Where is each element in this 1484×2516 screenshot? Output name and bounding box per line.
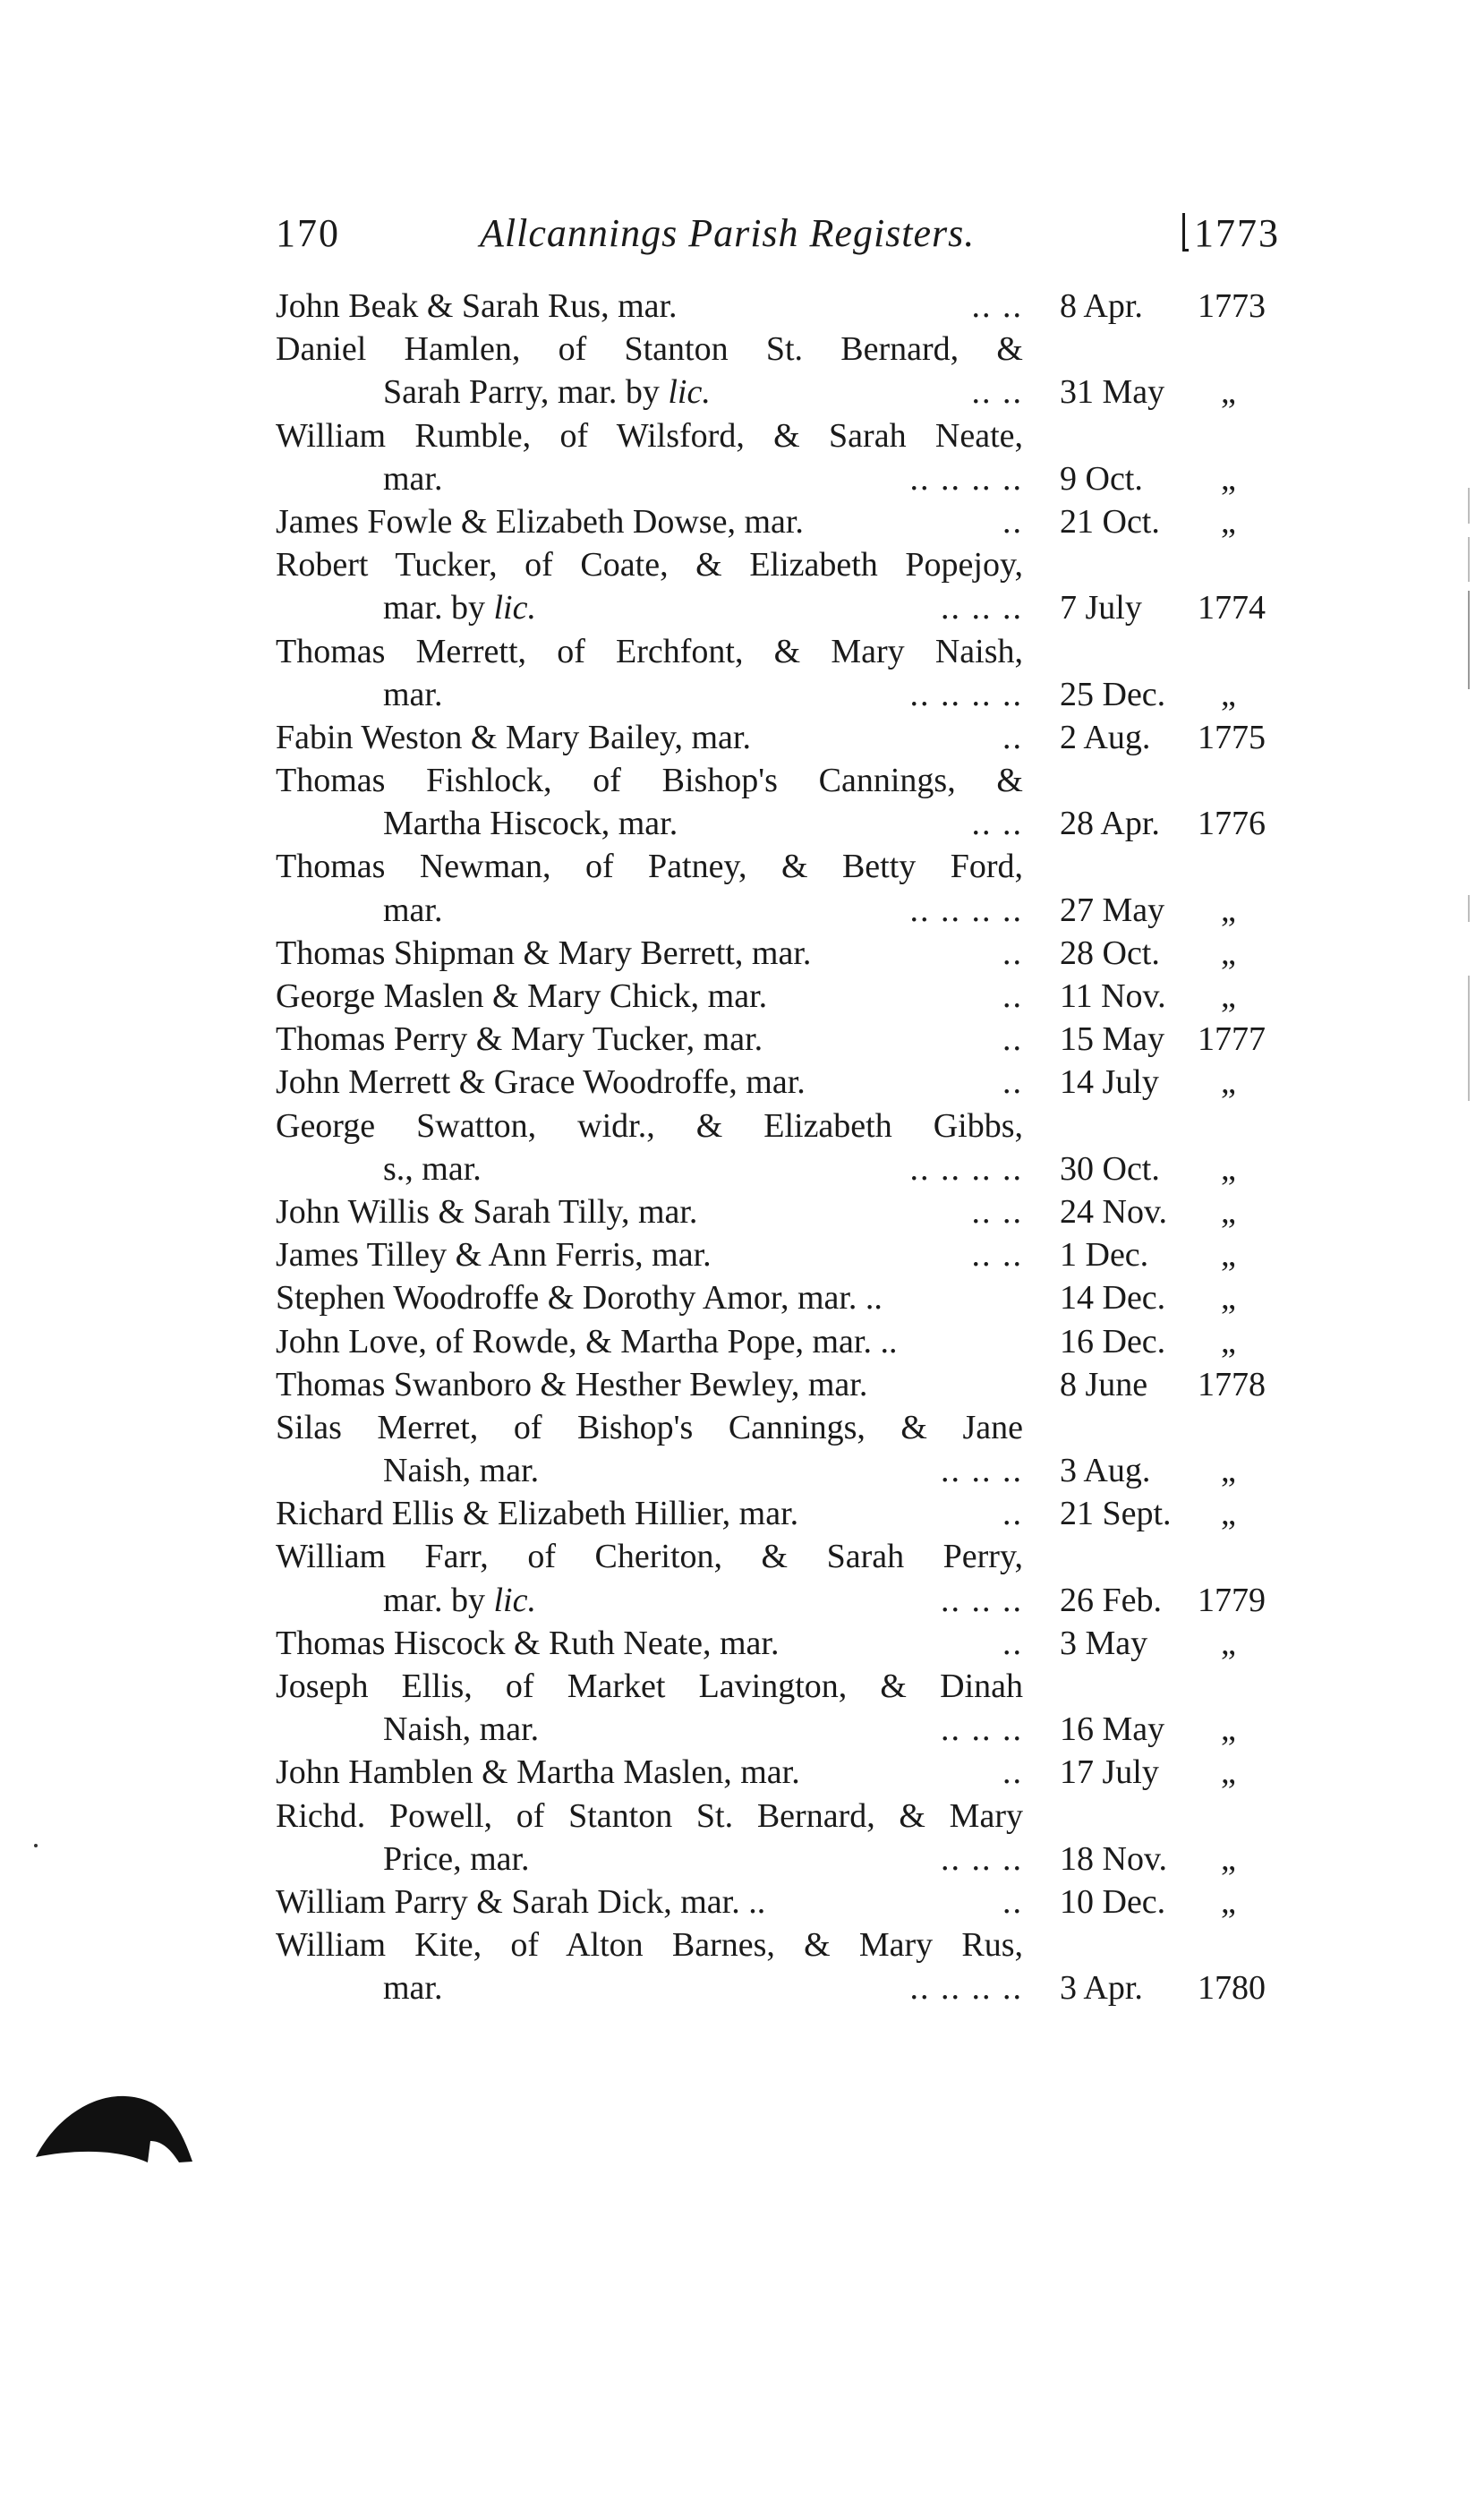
entry-names: Joseph Ellis, of Market Lavington, & Dinah [276, 1667, 1023, 1705]
register-line [276, 1320, 1280, 1363]
leader-dots: .. [1002, 1882, 1023, 1921]
register-line [276, 932, 1280, 975]
entry-names: John Hamblen & Martha Maslen, mar. [276, 1753, 800, 1792]
leader-dots: .. .. .. [941, 589, 1023, 627]
marriage-year: „ [1221, 1149, 1236, 1188]
leader-dots: .. [1002, 1020, 1023, 1059]
register-line [276, 371, 1280, 414]
margin-scratch [1468, 895, 1470, 922]
marriage-year: 1775 [1198, 718, 1266, 756]
register-line [276, 1061, 1280, 1104]
leader-dots: .. .. [971, 373, 1023, 412]
stray-mark [34, 1844, 38, 1847]
entry-names: John Beak & Sarah Rus, mar. [276, 287, 678, 325]
marriage-year: „ [1221, 977, 1236, 1015]
register-line [276, 1276, 1280, 1319]
marriage-date: 21 Oct. [1060, 502, 1160, 541]
marriage-date: 3 Apr. [1060, 1969, 1143, 2008]
marriage-year: „ [1221, 1452, 1236, 1490]
entry-names: Thomas Hiscock & Ruth Neate, mar. [276, 1624, 780, 1662]
leader-dots: .. .. .. [941, 1710, 1023, 1749]
register-line [276, 1708, 1280, 1751]
page-number: 170 [276, 211, 340, 255]
register-line [276, 845, 1280, 888]
leader-dots: .. .. [971, 287, 1023, 325]
entry-text [276, 1665, 1023, 1708]
marriage-year: „ [1221, 891, 1236, 929]
register-line [276, 630, 1280, 673]
register-line [276, 586, 1280, 629]
entry-names: James Tilley & Ann Ferris, mar. [276, 1236, 712, 1275]
marriage-year: „ [1221, 502, 1236, 541]
leader-dots: .. [1002, 502, 1023, 541]
marriage-date: 21 Sept. [1060, 1495, 1172, 1533]
entry-names: William Farr, of Cheriton, & Sarah Perry, [276, 1538, 1023, 1576]
margin-scratch [1468, 591, 1470, 689]
leader-dots: .. [1002, 1624, 1023, 1662]
entry-text [276, 1104, 1023, 1147]
leader-dots: .. [1002, 1495, 1023, 1533]
entry-text [276, 630, 1023, 673]
entry-names: James Fowle & Elizabeth Dowse, mar. [276, 502, 804, 541]
entry-names: William Parry & Sarah Dick, mar. .. [276, 1882, 766, 1921]
marriage-year: 1773 [1198, 287, 1266, 325]
marriage-date: 16 Dec. [1060, 1322, 1166, 1360]
leader-dots: .. .. .. [941, 1839, 1023, 1878]
marriage-year: „ [1221, 459, 1236, 498]
entry-names: Thomas Swanboro & Hesther Bewley, mar. [276, 1365, 868, 1403]
entry-names: mar. by [383, 1581, 494, 1619]
entry-text [276, 845, 1023, 888]
leader-dots: .. .. [971, 805, 1023, 843]
marriage-date: 16 May [1060, 1710, 1165, 1749]
entry-text [276, 1276, 883, 1319]
entry-names: Thomas Perry & Mary Tucker, mar. [276, 1020, 763, 1059]
entry-text [276, 414, 1023, 457]
register-line [276, 1449, 1280, 1492]
register-line [276, 1881, 1280, 1923]
entry-names: George Maslen & Mary Chick, mar. [276, 977, 768, 1015]
marriage-year: „ [1221, 1192, 1236, 1231]
register-line [276, 1104, 1280, 1147]
entry-names: Naish, mar. [383, 1710, 540, 1749]
leader-dots: .. [1002, 718, 1023, 756]
register-line [276, 457, 1280, 500]
register-line [276, 1923, 1280, 1966]
entry-names: John Merrett & Grace Woodroffe, mar. [276, 1063, 806, 1102]
entry-names: Richd. Powell, of Stanton St. Bernard, & Mary [276, 1796, 1023, 1835]
entry-names: Daniel Hamlen, of Stanton St. Bernard, & [276, 330, 1023, 369]
entry-text [276, 759, 1023, 802]
marriage-year: „ [1221, 675, 1236, 713]
marriage-year: „ [1221, 1624, 1236, 1662]
register-line [276, 1363, 1280, 1406]
entry-text [276, 1406, 1023, 1449]
entry-names: Naish, mar. [383, 1452, 540, 1490]
bracket-mark [1182, 213, 1189, 252]
licence-abbrev: lic. [493, 589, 536, 627]
leader-dots: .. .. .. .. [909, 1149, 1023, 1188]
entry-names: Sarah Parry, mar. by [383, 373, 669, 412]
leader-dots: .. [1002, 1063, 1023, 1102]
marriage-date: 8 June [1060, 1365, 1148, 1403]
marriage-date: 14 July [1060, 1063, 1159, 1102]
register-line [276, 975, 1280, 1018]
register-line [276, 673, 1280, 716]
licence-abbrev: lic. [493, 1581, 536, 1619]
running-header [276, 201, 1280, 264]
entry-names: George Swatton, widr., & Elizabeth Gibbs, [276, 1106, 1023, 1145]
register-line [276, 500, 1280, 543]
leader-dots: .. .. [971, 1192, 1023, 1231]
entry-text [276, 328, 1023, 371]
marriage-year: „ [1221, 1063, 1236, 1102]
marriage-year: „ [1221, 934, 1236, 972]
marriage-year: „ [1221, 1710, 1236, 1749]
entry-names: Thomas Merrett, of Erchfont, & Mary Naish, [276, 632, 1023, 670]
header-year-text: 1773 [1194, 211, 1280, 255]
marriage-year: „ [1221, 1882, 1236, 1921]
register-line [276, 285, 1280, 328]
marriage-year: „ [1221, 1495, 1236, 1533]
margin-scratch [1468, 488, 1470, 524]
entry-text [276, 543, 1023, 586]
leader-dots: .. .. .. .. [909, 891, 1023, 929]
register-line [276, 414, 1280, 457]
leader-dots: .. .. .. [941, 1581, 1023, 1619]
entry-names: mar. by [383, 589, 494, 627]
leader-dots: .. [1002, 1753, 1023, 1792]
entry-text [276, 1363, 867, 1406]
register-line [276, 1406, 1280, 1449]
entry-names: mar. [383, 675, 443, 713]
marriage-date: 15 May [1060, 1020, 1165, 1059]
marriage-date: 2 Aug. [1060, 718, 1151, 756]
entry-names: William Rumble, of Wilsford, & Sarah Neate, [276, 416, 1023, 455]
licence-abbrev: lic. [668, 373, 711, 412]
margin-scratch [1468, 537, 1470, 582]
marriage-date: 10 Dec. [1060, 1882, 1166, 1921]
entry-names: John Willis & Sarah Tilly, mar. [276, 1192, 698, 1231]
leader-dots: .. [1002, 977, 1023, 1015]
marriage-date: 30 Oct. [1060, 1149, 1160, 1188]
entry-names: mar. [383, 1969, 443, 2008]
marriage-date: 11 Nov. [1060, 977, 1166, 1015]
entry-text [276, 1923, 1023, 1966]
marriage-date: 8 Apr. [1060, 287, 1143, 325]
entry-text [276, 1535, 1023, 1578]
marriage-date: 24 Nov. [1060, 1192, 1167, 1231]
register-line [276, 1966, 1280, 2009]
entry-names: Thomas Newman, of Patney, & Betty Ford, [276, 848, 1023, 886]
marriage-date: 3 May [1060, 1624, 1148, 1662]
entry-names: Price, mar. [383, 1839, 530, 1878]
marriage-year: „ [1221, 1279, 1236, 1318]
register-line [276, 716, 1280, 759]
marriage-year: 1774 [1198, 589, 1266, 627]
marriage-date: 27 May [1060, 891, 1165, 929]
entry-names: mar. [383, 459, 443, 498]
marriage-date: 31 May [1060, 373, 1165, 412]
marriage-year: 1780 [1198, 1969, 1266, 2008]
register-line [276, 1838, 1280, 1881]
leader-dots: .. .. .. .. [909, 459, 1023, 498]
marriage-year: 1778 [1198, 1365, 1266, 1403]
entry-names: Stephen Woodroffe & Dorothy Amor, mar. .. [276, 1279, 883, 1318]
entry-names: Martha Hiscock, mar. [383, 805, 678, 843]
entry-names: mar. [383, 891, 443, 929]
marriage-register-list [276, 285, 1280, 2010]
entry-names: Robert Tucker, of Coate, & Elizabeth Popejoy, [276, 546, 1023, 584]
entry-names: Silas Merret, of Bishop's Cannings, & Jane [276, 1408, 1023, 1446]
marriage-year: „ [1221, 1839, 1236, 1878]
register-line [276, 889, 1280, 932]
marriage-year: „ [1221, 1753, 1236, 1792]
entry-names: Richard Ellis & Elizabeth Hillier, mar. [276, 1495, 799, 1533]
marriage-date: 7 July [1060, 589, 1142, 627]
entry-names: s., mar. [383, 1149, 482, 1188]
running-title: Allcannings Parish Registers. [480, 211, 976, 255]
marriage-date: 25 Dec. [1060, 675, 1166, 713]
register-line [276, 1751, 1280, 1794]
register-line [276, 1190, 1280, 1233]
ink-blot [36, 2085, 197, 2166]
register-line [276, 1665, 1280, 1708]
marriage-year: 1776 [1198, 805, 1266, 843]
marriage-date: 26 Feb. [1060, 1581, 1162, 1619]
register-line [276, 1147, 1280, 1190]
marriage-year: 1777 [1198, 1020, 1266, 1059]
register-line [276, 802, 1280, 845]
entry-text [276, 1795, 1023, 1838]
register-line [276, 1535, 1280, 1578]
marriage-year: 1779 [1198, 1581, 1266, 1619]
marriage-year: „ [1221, 373, 1236, 412]
register-line [276, 1795, 1280, 1838]
entry-text [276, 1320, 897, 1363]
register-line [276, 1233, 1280, 1276]
marriage-date: 14 Dec. [1060, 1279, 1166, 1318]
leader-dots: .. .. .. [941, 1452, 1023, 1490]
leader-dots: .. .. .. .. [909, 1969, 1023, 2008]
marriage-date: 28 Apr. [1060, 805, 1160, 843]
entry-names: Thomas Fishlock, of Bishop's Cannings, & [276, 762, 1023, 800]
margin-scratch [1468, 976, 1470, 1101]
marriage-date: 3 Aug. [1060, 1452, 1151, 1490]
marriage-year: „ [1221, 1236, 1236, 1275]
marriage-date: 28 Oct. [1060, 934, 1160, 972]
marriage-date: 9 Oct. [1060, 459, 1143, 498]
marriage-year: „ [1221, 1322, 1236, 1360]
entry-names: Thomas Shipman & Mary Berrett, mar. [276, 934, 812, 972]
register-line [276, 1622, 1280, 1665]
register-line [276, 1018, 1280, 1061]
leader-dots: .. .. .. .. [909, 675, 1023, 713]
marriage-date: 18 Nov. [1060, 1839, 1167, 1878]
entry-names: William Kite, of Alton Barnes, & Mary Rus, [276, 1926, 1023, 1965]
leader-dots: .. [1002, 934, 1023, 972]
entry-names: Fabin Weston & Mary Bailey, mar. [276, 718, 751, 756]
register-line [276, 1579, 1280, 1622]
register-line [276, 1492, 1280, 1535]
register-line [276, 543, 1280, 586]
register-line [276, 328, 1280, 371]
header-year [1182, 210, 1280, 256]
entry-names: John Love, of Rowde, & Martha Pope, mar. .. [276, 1322, 898, 1360]
leader-dots: .. .. [971, 1236, 1023, 1275]
register-line [276, 759, 1280, 802]
marriage-date: 17 July [1060, 1753, 1159, 1792]
marriage-date: 1 Dec. [1060, 1236, 1149, 1275]
